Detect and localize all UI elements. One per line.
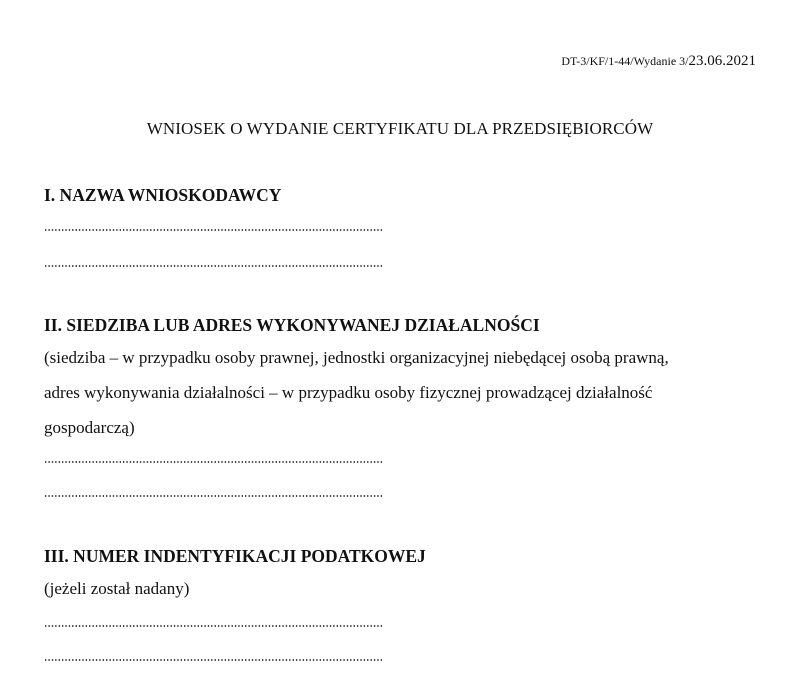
applicant-name-line-2[interactable] xyxy=(44,265,383,267)
document-code-prefix: DT-3/KF/1-44/Wydanie 3/ xyxy=(561,54,689,68)
section-applicant-name-heading: I. NAZWA WNIOSKODAWCY xyxy=(44,185,282,205)
section-tax-id-heading: III. NUMER INDENTYFIKACJI PODATKOWEJ xyxy=(44,546,426,566)
document-title: WNIOSEK O WYDANIE CERTYFIKATU DLA PRZEDSIĘBIORCÓW xyxy=(146,119,654,138)
address-line-2[interactable] xyxy=(44,495,383,497)
tax-id-line-2[interactable] xyxy=(44,659,383,661)
address-note-line-2: adres wykonywania działalności – w przypadku osoby fizycznej prowadzącej działalność xyxy=(44,383,653,402)
tax-id-line-1[interactable] xyxy=(44,625,383,627)
document-code xyxy=(561,53,756,70)
address-line-1[interactable] xyxy=(44,461,383,463)
address-note-line-3: gospodarczą) xyxy=(44,418,135,437)
applicant-name-line-1[interactable] xyxy=(44,229,383,231)
tax-id-note: (jeżeli został nadany) xyxy=(44,579,190,598)
section-address-heading: II. SIEDZIBA LUB ADRES WYKONYWANEJ DZIAŁALNOŚCI xyxy=(44,315,540,335)
address-note-line-1: (siedziba – w przypadku osoby prawnej, jednostki organizacyjnej niebędącej osobą prawną, xyxy=(44,348,669,367)
document-code-date: 23.06.2021 xyxy=(688,53,756,69)
